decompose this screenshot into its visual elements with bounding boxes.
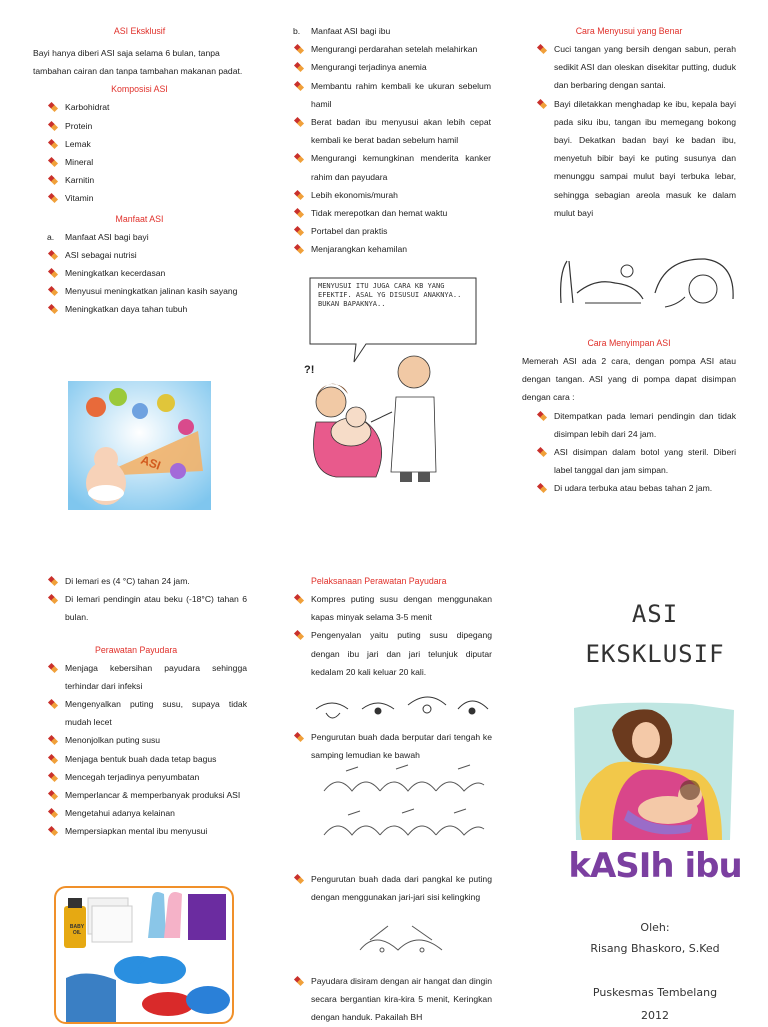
list-item: Mineral bbox=[47, 153, 246, 171]
list-item: Pengenyalan yaitu puting susu dipegang dengan ibu jari dan jari telunjuk diputar kedalam 20 kali keluar 20 kali. bbox=[293, 626, 492, 681]
bullet-icon bbox=[295, 595, 303, 603]
heading-manfaat: Manfaat ASI bbox=[115, 213, 164, 224]
bullet-icon bbox=[49, 194, 57, 202]
bullet-icon bbox=[538, 484, 546, 492]
bullet-icon bbox=[49, 305, 57, 313]
pelaksanaan-list-a bbox=[293, 590, 492, 681]
list-item: Di udara terbuka atau bebas tahan 2 jam. bbox=[536, 479, 736, 497]
list-item: Menjaga bentuk buah dada tetap bagus bbox=[47, 750, 247, 768]
bullet-icon bbox=[49, 595, 57, 603]
list-item: Berat badan ibu menyusui akan lebih cepat kembali ke berat badan sebelum hamil bbox=[293, 113, 491, 149]
bullet-icon bbox=[295, 118, 303, 126]
bullet-icon bbox=[49, 251, 57, 259]
bullet-icon bbox=[49, 809, 57, 817]
heading-komposisi: Komposisi ASI bbox=[111, 84, 168, 95]
menyimpan-intro: Memerah ASI ada 2 cara, dengan pompa ASI atau dengan tangan. ASI yang di pompa dapat disimpan dengan cara : bbox=[522, 356, 736, 403]
bullet-icon bbox=[49, 827, 57, 835]
pelaksanaan-list-d bbox=[293, 972, 492, 1027]
list-item: Karnitin bbox=[47, 171, 246, 189]
panel-4 bbox=[47, 572, 247, 841]
bullet-icon bbox=[295, 631, 303, 639]
bullet-icon bbox=[49, 269, 57, 277]
list-item: Meningkatkan daya tahan tubuh bbox=[47, 300, 246, 318]
bullet-icon bbox=[49, 773, 57, 781]
cartoon-exclaim: ?! bbox=[304, 364, 315, 376]
panel-5-c bbox=[293, 870, 492, 906]
list-item: Mempersiapkan mental ibu menyusui bbox=[47, 822, 247, 840]
year-label: 2012 bbox=[641, 1009, 669, 1022]
list-item: Vitamin bbox=[47, 189, 246, 207]
list-item: Kompres puting susu dengan menggunakan kapas minyak selama 3-5 menit bbox=[293, 590, 492, 626]
panel-3 bbox=[522, 22, 736, 222]
panel-3-storage bbox=[522, 334, 736, 498]
institution-name: Puskesmas Tembelang bbox=[592, 986, 718, 999]
panel-5-b bbox=[293, 728, 492, 764]
bullet-icon bbox=[295, 45, 303, 53]
pelaksanaan-list-c bbox=[293, 870, 492, 906]
bullet-icon bbox=[295, 191, 303, 199]
nipple-massage-illustration bbox=[312, 683, 492, 725]
list-item: Mencegah terjadinya penyumbatan bbox=[47, 768, 247, 786]
list-item: Menonjolkan puting susu bbox=[47, 731, 247, 749]
cover-title-line-2: EKSKLUSIF bbox=[585, 640, 725, 668]
list-item: Mengurangi terjadinya anemia bbox=[293, 58, 491, 76]
breast-circular-massage-illustration bbox=[318, 763, 488, 857]
panel-1 bbox=[33, 22, 246, 319]
list-item: Payudara disiram dengan air hangat dan dingin secara bergantian kira-kira 5 menit, Keringkan dengan handuk. Pakailah BH bbox=[293, 972, 492, 1027]
bullet-icon bbox=[49, 577, 57, 585]
list-item: Menyusui meningkatkan jalinan kasih sayang bbox=[47, 282, 246, 300]
heading-perawatan: Perawatan Payudara bbox=[95, 644, 178, 655]
list-item: Menjaga kebersihan payudara sehingga terhindar dari infeksi bbox=[47, 659, 247, 695]
list-item: Pengurutan buah dada dari pangkal ke puting dengan menggunakan jari-jari sisi kelingking bbox=[293, 870, 492, 906]
manfaat-ibu-list bbox=[293, 40, 491, 258]
list-item: Mengurangi kemungkinan menderita kanker rahim dan payudara bbox=[293, 149, 491, 185]
manfaat-bayi-list bbox=[47, 246, 246, 319]
manfaat-ibu-title: b. Manfaat ASI bagi ibu bbox=[293, 26, 391, 36]
list-item: Mengurangi perdarahan setelah melahirkan bbox=[293, 40, 491, 58]
bullet-icon bbox=[538, 45, 546, 53]
list-item: Lemak bbox=[47, 135, 246, 153]
bullet-icon bbox=[49, 140, 57, 148]
menyimpan-list bbox=[536, 407, 736, 498]
heading-pelaksanaan: Pelaksanaan Perawatan Payudara bbox=[311, 576, 447, 586]
bullet-icon bbox=[295, 82, 303, 90]
breast-care-supplies-photo bbox=[54, 886, 234, 1024]
cara-menyusui-list bbox=[536, 40, 736, 222]
perawatan-list bbox=[47, 659, 247, 841]
list-item: Memperlancar & memperbanyak produksi ASI bbox=[47, 786, 247, 804]
illustration-asi-text: ASI bbox=[138, 452, 163, 473]
bullet-icon bbox=[295, 154, 303, 162]
list-item: ASI sebagai nutrisi bbox=[47, 246, 246, 264]
storage-continued-list bbox=[47, 572, 247, 627]
baby-germs-illustration bbox=[68, 381, 211, 510]
bullet-icon bbox=[49, 176, 57, 184]
breastfeeding-position-illustration bbox=[555, 253, 735, 311]
list-item: Ditempatkan pada lemari pendingin dan tidak disimpan lebih dari 24 jam. bbox=[536, 407, 736, 443]
panel-5-d bbox=[293, 972, 492, 1027]
bullet-icon bbox=[49, 103, 57, 111]
oleh-label: Oleh: bbox=[640, 921, 670, 934]
heading-cara-menyusui: Cara Menyusui yang Benar bbox=[575, 26, 683, 36]
bullet-icon bbox=[295, 245, 303, 253]
panel-2 bbox=[293, 22, 491, 259]
list-item: Cuci tangan yang bersih dengan sabun, perah sedikit ASI dan oleskan disekitar putting, duduk dan berbaring dengan santai. bbox=[536, 40, 736, 95]
brand-logo-text: kASIh ibu bbox=[568, 846, 742, 886]
panel-5 bbox=[293, 572, 492, 681]
list-item: Di lemari es (4 °C) tahan 24 jam. bbox=[47, 572, 247, 590]
intro-paragraph: Bayi hanya diberi ASI saja selama 6 bulan, tanpa tambahan cairan dan tanpa tambahan makanan padat. bbox=[33, 48, 243, 77]
bullet-icon bbox=[295, 63, 303, 71]
list-item: Mengenyalkan puting susu, supaya tidak mudah lecet bbox=[47, 695, 247, 731]
list-item: Meningkatkan kecerdasan bbox=[47, 264, 246, 282]
bullet-icon bbox=[295, 209, 303, 217]
list-item: Di lemari pendingin atau beku (-18°C) tahan 6 bulan. bbox=[47, 590, 247, 626]
bullet-icon bbox=[295, 227, 303, 235]
bullet-icon bbox=[49, 158, 57, 166]
list-item: Membantu rahim kembali ke ukuran sebelum hamil bbox=[293, 77, 491, 113]
list-item: Portabel dan praktis bbox=[293, 222, 491, 240]
bullet-icon bbox=[538, 100, 546, 108]
bullet-icon bbox=[49, 700, 57, 708]
bullet-icon bbox=[49, 755, 57, 763]
list-item: Lebih ekonomis/murah bbox=[293, 186, 491, 204]
bullet-icon bbox=[538, 412, 546, 420]
mother-nursing-illustration bbox=[572, 700, 736, 840]
heading-cara-menyimpan: Cara Menyimpan ASI bbox=[587, 338, 671, 348]
cover-title-line-1: ASI bbox=[631, 600, 679, 628]
pelaksanaan-list-b bbox=[293, 728, 492, 764]
bullet-icon bbox=[49, 664, 57, 672]
bullet-icon bbox=[49, 122, 57, 130]
bullet-icon bbox=[295, 733, 303, 741]
bullet-icon bbox=[49, 287, 57, 295]
bullet-icon bbox=[49, 736, 57, 744]
list-item: Protein bbox=[47, 117, 246, 135]
list-item: Mengetahui adanya kelainan bbox=[47, 804, 247, 822]
list-item: Karbohidrat bbox=[47, 98, 246, 116]
bullet-icon bbox=[49, 791, 57, 799]
cartoon-speech-bubble: MENYUSUI ITU JUGA CARA KB YANG EFEKTIF. ASAL YG DISUSUI ANAKNYA.. BUKAN BAPAKNYA.. bbox=[318, 282, 462, 308]
list-item: Menjarangkan kehamilan bbox=[293, 240, 491, 258]
list-item: ASI disimpan dalam botol yang steril. Diberi label tanggal dan jam simpan. bbox=[536, 443, 736, 479]
komposisi-list bbox=[33, 98, 246, 207]
manfaat-bayi-title: a. Manfaat ASI bagi bayi bbox=[47, 231, 149, 242]
list-item: Pengurutan buah dada berputar dari tengah ke samping lemudian ke bawah bbox=[293, 728, 492, 764]
baby-oil-label: BABY OIL bbox=[69, 924, 85, 936]
bullet-icon bbox=[295, 977, 303, 985]
bullet-icon bbox=[538, 448, 546, 456]
bullet-icon bbox=[295, 875, 303, 883]
author-name: Risang Bhaskoro, S.Ked bbox=[590, 942, 720, 955]
breast-base-massage-illustration bbox=[352, 920, 452, 966]
list-item: Tidak merepotkan dan hemat waktu bbox=[293, 204, 491, 222]
kb-cartoon bbox=[296, 272, 486, 487]
list-item: Bayi diletakkan menghadap ke ibu, kepala bayi pada siku ibu, tangan ibu memegang bokong bayi. Dekatkan badan bayi ke badan ibu, menyetuh bibir bayi ke puting susunya dan menunggu sampai mulut bayi terbuka lebar, sehingga sebagian areola masuk ke dalam mulut bayi bbox=[536, 95, 736, 222]
heading-asi-eksklusif: ASI Eksklusif bbox=[113, 26, 166, 36]
